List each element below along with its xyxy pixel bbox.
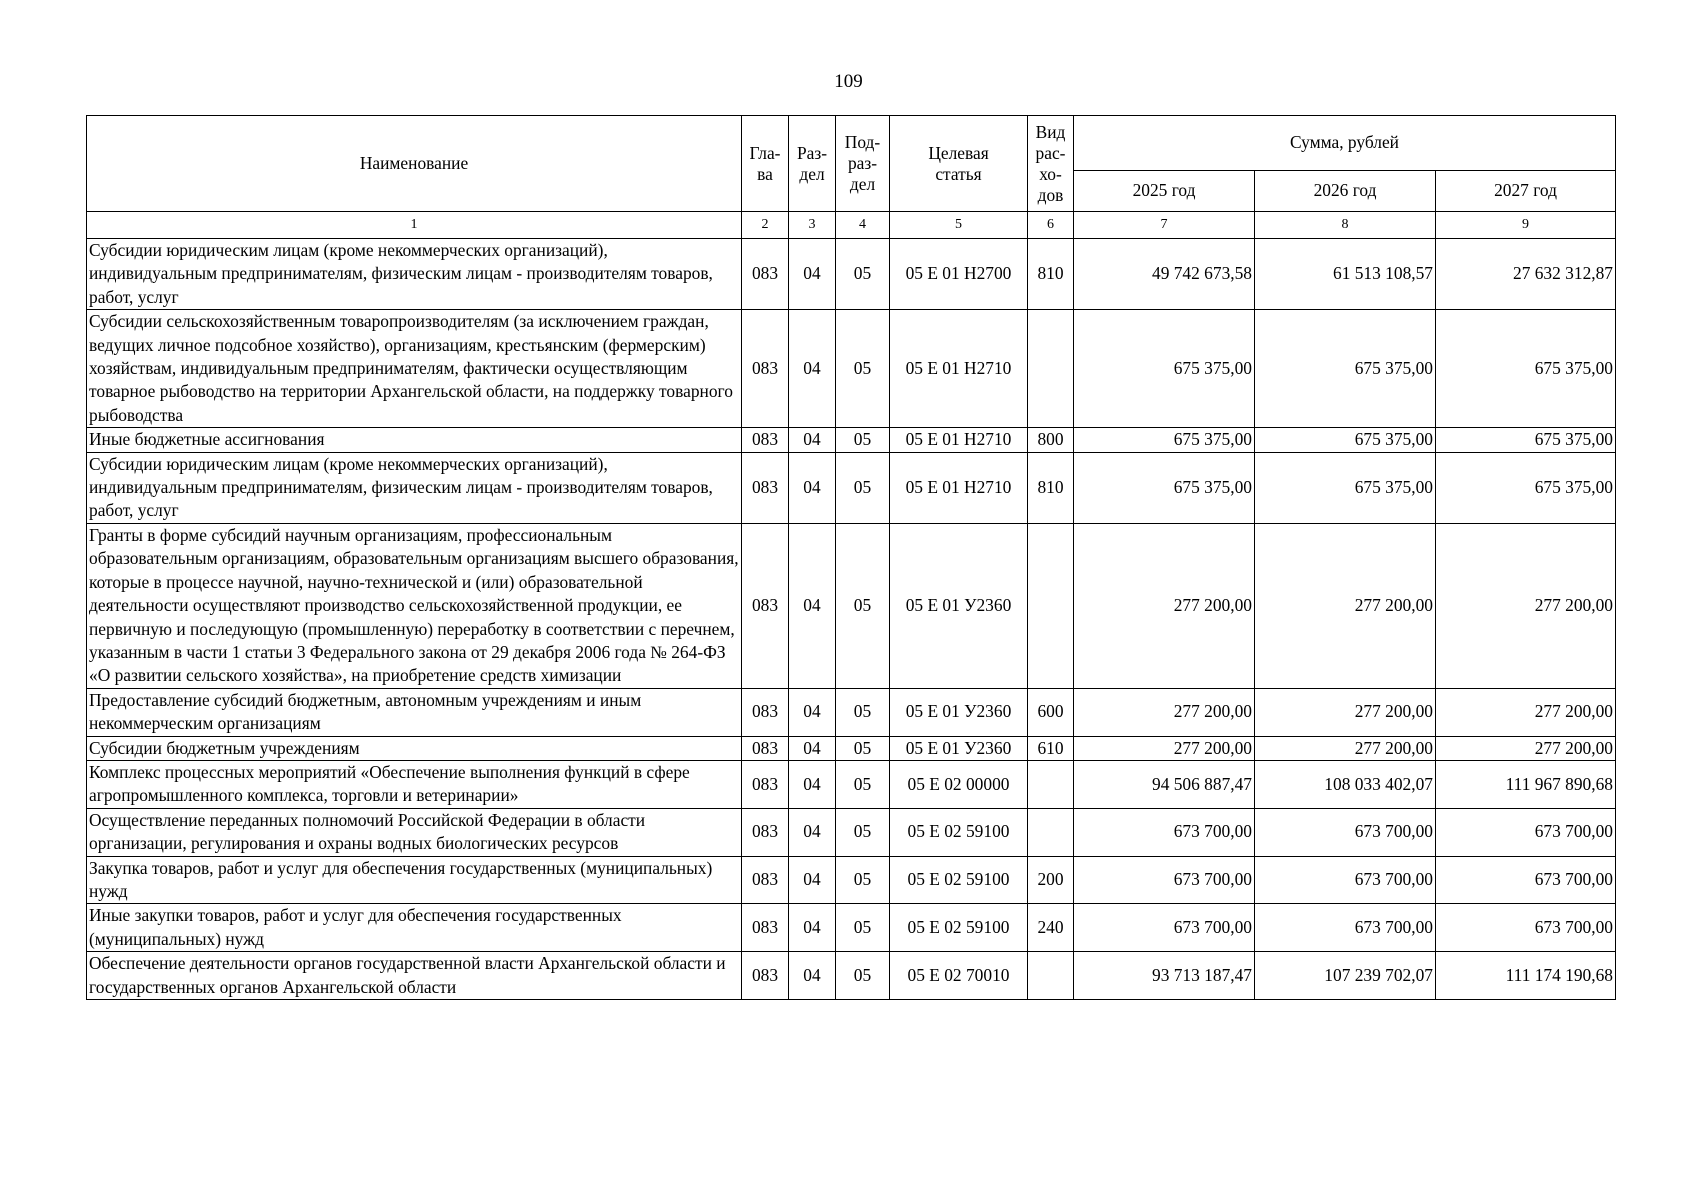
row-name-cell: Обеспечение деятельности органов государственной власти Архангельской области и государственных органов Архангельской области bbox=[87, 952, 742, 1000]
row-expense-type-cell bbox=[1028, 523, 1074, 688]
header-year-2027: 2027 год bbox=[1436, 171, 1616, 212]
row-amount-2026-cell: 277 200,00 bbox=[1255, 736, 1436, 760]
row-name-cell: Субсидии юридическим лицам (кроме некоммерческих организаций), индивидуальным предпринимателям, физическим лицам - производителям товаров, работ, услуг bbox=[87, 239, 742, 310]
row-article-cell: 05 Е 01 Н2710 bbox=[890, 452, 1028, 523]
row-amount-2027-cell: 277 200,00 bbox=[1436, 523, 1616, 688]
row-amount-2026-cell: 277 200,00 bbox=[1255, 523, 1436, 688]
row-amount-2027-cell: 277 200,00 bbox=[1436, 688, 1616, 736]
row-amount-2025-cell: 673 700,00 bbox=[1074, 904, 1255, 952]
row-subsection-cell: 05 bbox=[836, 239, 890, 310]
row-article-cell: 05 Е 02 70010 bbox=[890, 952, 1028, 1000]
row-name-cell: Закупка товаров, работ и услуг для обеспечения государственных (муниципальных) нужд bbox=[87, 856, 742, 904]
row-expense-type-cell bbox=[1028, 760, 1074, 808]
row-article-cell: 05 Е 01 Н2710 bbox=[890, 310, 1028, 428]
header-target-article: Целевая статья bbox=[890, 116, 1028, 212]
row-amount-2025-cell: 49 742 673,58 bbox=[1074, 239, 1255, 310]
row-section-cell: 04 bbox=[789, 736, 836, 760]
row-section-cell: 04 bbox=[789, 856, 836, 904]
row-amount-2026-cell: 108 033 402,07 bbox=[1255, 760, 1436, 808]
header-sum-group: Сумма, рублей bbox=[1074, 116, 1616, 171]
row-chapter-cell: 083 bbox=[742, 523, 789, 688]
header-chapter: Гла- ва bbox=[742, 116, 789, 212]
row-section-cell: 04 bbox=[789, 952, 836, 1000]
row-article-cell: 05 Е 02 59100 bbox=[890, 808, 1028, 856]
row-name-cell: Субсидии бюджетным учреждениям bbox=[87, 736, 742, 760]
row-article-cell: 05 Е 01 У2360 bbox=[890, 523, 1028, 688]
row-expense-type-cell: 800 bbox=[1028, 428, 1074, 452]
row-amount-2027-cell: 675 375,00 bbox=[1436, 452, 1616, 523]
row-section-cell: 04 bbox=[789, 452, 836, 523]
column-number: 3 bbox=[789, 212, 836, 239]
row-chapter-cell: 083 bbox=[742, 428, 789, 452]
row-subsection-cell: 05 bbox=[836, 523, 890, 688]
column-number: 9 bbox=[1436, 212, 1616, 239]
row-name-cell: Субсидии сельскохозяйственным товаропроизводителям (за исключением граждан, ведущих личное подсобное хозяйство), организациям, крестьянским (фермерским) хозяйствам, индивидуальным предпринимателям, фактически осуществляющим товарное рыбоводство на территории Архангельской области, на поддержку товарного рыбоводства bbox=[87, 310, 742, 428]
table-row bbox=[87, 688, 1616, 736]
row-expense-type-cell: 240 bbox=[1028, 904, 1074, 952]
row-subsection-cell: 05 bbox=[836, 856, 890, 904]
row-subsection-cell: 05 bbox=[836, 904, 890, 952]
row-expense-type-cell bbox=[1028, 310, 1074, 428]
row-name-cell: Комплекс процессных мероприятий «Обеспечение выполнения функций в сфере агропромышленного комплекса, торговли и ветеринарии» bbox=[87, 760, 742, 808]
table-row bbox=[87, 523, 1616, 688]
row-amount-2026-cell: 675 375,00 bbox=[1255, 428, 1436, 452]
row-section-cell: 04 bbox=[789, 760, 836, 808]
row-expense-type-cell: 810 bbox=[1028, 452, 1074, 523]
table-row bbox=[87, 856, 1616, 904]
row-expense-type-cell bbox=[1028, 952, 1074, 1000]
row-amount-2026-cell: 107 239 702,07 bbox=[1255, 952, 1436, 1000]
column-number: 1 bbox=[87, 212, 742, 239]
row-subsection-cell: 05 bbox=[836, 952, 890, 1000]
row-section-cell: 04 bbox=[789, 808, 836, 856]
row-name-cell: Субсидии юридическим лицам (кроме некоммерческих организаций), индивидуальным предпринимателям, физическим лицам - производителям товаров, работ, услуг bbox=[87, 452, 742, 523]
row-amount-2025-cell: 277 200,00 bbox=[1074, 688, 1255, 736]
row-name-cell: Гранты в форме субсидий научным организациям, профессиональным образовательным организациям, образовательным организациям высшего образования, которые в процессе научной, научно-технической и (или) образовательной деятельности осуществляют производство сельскохозяйственной продукции, ее первичную и последующую (промышленную) переработку в соответствии с перечнем, указанным в части 1 статьи 3 Федерального закона от 29 декабря 2006 года № 264-ФЗ «О развитии сельского хозяйства», на приобретение средств химизации bbox=[87, 523, 742, 688]
row-section-cell: 04 bbox=[789, 523, 836, 688]
table-row bbox=[87, 736, 1616, 760]
row-article-cell: 05 Е 01 У2360 bbox=[890, 736, 1028, 760]
row-expense-type-cell bbox=[1028, 808, 1074, 856]
row-amount-2025-cell: 673 700,00 bbox=[1074, 808, 1255, 856]
row-chapter-cell: 083 bbox=[742, 239, 789, 310]
column-number: 2 bbox=[742, 212, 789, 239]
header-expense-type: Вид рас- хо- дов bbox=[1028, 116, 1074, 212]
row-amount-2025-cell: 675 375,00 bbox=[1074, 310, 1255, 428]
table-row bbox=[87, 760, 1616, 808]
row-article-cell: 05 Е 02 59100 bbox=[890, 904, 1028, 952]
row-amount-2025-cell: 675 375,00 bbox=[1074, 452, 1255, 523]
row-subsection-cell: 05 bbox=[836, 688, 890, 736]
row-article-cell: 05 Е 02 59100 bbox=[890, 856, 1028, 904]
row-amount-2025-cell: 93 713 187,47 bbox=[1074, 952, 1255, 1000]
row-amount-2027-cell: 675 375,00 bbox=[1436, 310, 1616, 428]
row-name-cell: Иные закупки товаров, работ и услуг для обеспечения государственных (муниципальных) нужд bbox=[87, 904, 742, 952]
table-row bbox=[87, 904, 1616, 952]
row-chapter-cell: 083 bbox=[742, 808, 789, 856]
column-number: 5 bbox=[890, 212, 1028, 239]
row-chapter-cell: 083 bbox=[742, 952, 789, 1000]
row-amount-2026-cell: 277 200,00 bbox=[1255, 688, 1436, 736]
row-amount-2025-cell: 277 200,00 bbox=[1074, 523, 1255, 688]
row-subsection-cell: 05 bbox=[836, 808, 890, 856]
column-number: 7 bbox=[1074, 212, 1255, 239]
row-chapter-cell: 083 bbox=[742, 310, 789, 428]
table-row bbox=[87, 239, 1616, 310]
row-amount-2027-cell: 111 967 890,68 bbox=[1436, 760, 1616, 808]
table-row bbox=[87, 310, 1616, 428]
row-subsection-cell: 05 bbox=[836, 428, 890, 452]
row-amount-2025-cell: 277 200,00 bbox=[1074, 736, 1255, 760]
header-subsection: Под- раз- дел bbox=[836, 116, 890, 212]
header-year-2026: 2026 год bbox=[1255, 171, 1436, 212]
row-amount-2026-cell: 675 375,00 bbox=[1255, 310, 1436, 428]
row-amount-2025-cell: 675 375,00 bbox=[1074, 428, 1255, 452]
row-amount-2026-cell: 673 700,00 bbox=[1255, 904, 1436, 952]
row-chapter-cell: 083 bbox=[742, 688, 789, 736]
table-row bbox=[87, 428, 1616, 452]
row-subsection-cell: 05 bbox=[836, 736, 890, 760]
page-number: 109 bbox=[834, 71, 863, 92]
row-amount-2026-cell: 61 513 108,57 bbox=[1255, 239, 1436, 310]
row-amount-2026-cell: 673 700,00 bbox=[1255, 856, 1436, 904]
row-section-cell: 04 bbox=[789, 310, 836, 428]
table-body bbox=[87, 239, 1616, 1000]
table-row bbox=[87, 808, 1616, 856]
row-section-cell: 04 bbox=[789, 904, 836, 952]
header-section: Раз- дел bbox=[789, 116, 836, 212]
row-chapter-cell: 083 bbox=[742, 760, 789, 808]
row-chapter-cell: 083 bbox=[742, 736, 789, 760]
row-section-cell: 04 bbox=[789, 428, 836, 452]
header-name: Наименование bbox=[87, 116, 742, 212]
row-expense-type-cell: 610 bbox=[1028, 736, 1074, 760]
row-article-cell: 05 Е 01 У2360 bbox=[890, 688, 1028, 736]
row-name-cell: Предоставление субсидий бюджетным, автономным учреждениям и иным некоммерческим организациям bbox=[87, 688, 742, 736]
row-name-cell: Иные бюджетные ассигнования bbox=[87, 428, 742, 452]
row-amount-2025-cell: 673 700,00 bbox=[1074, 856, 1255, 904]
row-amount-2027-cell: 673 700,00 bbox=[1436, 808, 1616, 856]
table-row bbox=[87, 952, 1616, 1000]
column-number: 6 bbox=[1028, 212, 1074, 239]
row-amount-2027-cell: 27 632 312,87 bbox=[1436, 239, 1616, 310]
budget-table bbox=[86, 115, 1616, 1000]
row-subsection-cell: 05 bbox=[836, 760, 890, 808]
table-row bbox=[87, 452, 1616, 523]
row-chapter-cell: 083 bbox=[742, 856, 789, 904]
row-article-cell: 05 Е 02 00000 bbox=[890, 760, 1028, 808]
row-amount-2027-cell: 277 200,00 bbox=[1436, 736, 1616, 760]
row-chapter-cell: 083 bbox=[742, 904, 789, 952]
row-name-cell: Осуществление переданных полномочий Российской Федерации в области организации, регулирования и охраны водных биологических ресурсов bbox=[87, 808, 742, 856]
row-section-cell: 04 bbox=[789, 239, 836, 310]
row-amount-2026-cell: 675 375,00 bbox=[1255, 452, 1436, 523]
header-year-2025: 2025 год bbox=[1074, 171, 1255, 212]
row-expense-type-cell: 600 bbox=[1028, 688, 1074, 736]
row-amount-2027-cell: 673 700,00 bbox=[1436, 904, 1616, 952]
row-amount-2027-cell: 673 700,00 bbox=[1436, 856, 1616, 904]
row-amount-2027-cell: 111 174 190,68 bbox=[1436, 952, 1616, 1000]
column-number: 4 bbox=[836, 212, 890, 239]
row-chapter-cell: 083 bbox=[742, 452, 789, 523]
row-subsection-cell: 05 bbox=[836, 310, 890, 428]
row-amount-2025-cell: 94 506 887,47 bbox=[1074, 760, 1255, 808]
row-article-cell: 05 Е 01 Н2710 bbox=[890, 428, 1028, 452]
row-expense-type-cell: 810 bbox=[1028, 239, 1074, 310]
row-expense-type-cell: 200 bbox=[1028, 856, 1074, 904]
row-amount-2027-cell: 675 375,00 bbox=[1436, 428, 1616, 452]
row-amount-2026-cell: 673 700,00 bbox=[1255, 808, 1436, 856]
row-article-cell: 05 Е 01 Н2700 bbox=[890, 239, 1028, 310]
row-subsection-cell: 05 bbox=[836, 452, 890, 523]
column-number: 8 bbox=[1255, 212, 1436, 239]
row-section-cell: 04 bbox=[789, 688, 836, 736]
